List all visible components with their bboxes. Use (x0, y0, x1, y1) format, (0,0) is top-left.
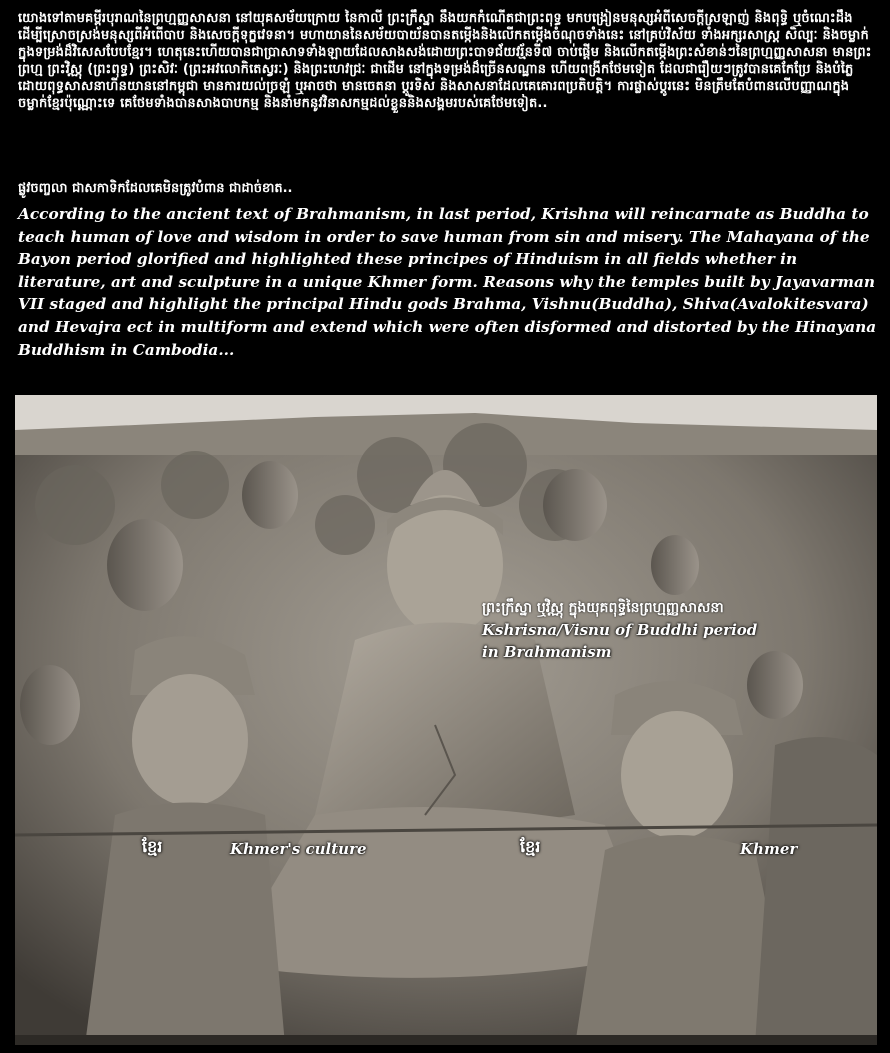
watermark-khmer-left: ខ្មែរ (142, 837, 163, 856)
caption-english-line1: Kshrisna/Visnu of Buddhi period (482, 621, 758, 639)
sculpture-relief-photo (15, 395, 877, 1045)
caption-english-line2: in Brahmanism (482, 643, 612, 661)
caption (482, 597, 872, 663)
watermark-khmer-right: Khmer (740, 840, 798, 858)
caption-khmer: ព្រះក្រឹស្នា ឬវិស្ណុ ក្នុងយុគពុទ្ធិនៃព្រហ្មញ្ញសាសនា (482, 600, 724, 616)
watermark-khmer-center: ខ្មែរ (520, 837, 541, 856)
watermark-khmer-culture: Khmer's culture (230, 840, 367, 858)
khmer-note: ផ្លូវចញ្ចលា ជាសកាទិកដែលគេមិនត្រូវបំពាន ជាដាច់ខាត.. (18, 181, 293, 196)
khmer-intro-paragraph: យោងទៅតាមគម្ពីរបុរាណនៃព្រហ្មញ្ញសាសនា នៅយុគសម័យក្រោយ នៃកាលី ព្រះក្រឹស្នា នឹងយកកំណើតជាព្រះពុទ្ធ មកបង្រៀនមនុស្សអំពីសេចក្តីស្រឡាញ់ និងពុទ្ធិ ឬចំណេះដឹង ដើម្បីស្រោចស្រង់មនុស្សពីអំពើបាប និងសេចក្តីទុក្ខវេទនា។ មហាយាននៃសម័យបាយ័នបានតម្កើងនិងលើកតម្កើងចំណុចទាំងនេះ នៅគ្រប់វិស័យ ទាំងអក្សរសាស្ត្រ សិល្បៈ និងចម្លាក់ ក្នុងទម្រង់ដ៏វិសេសបែបខ្មែរ។ ហេតុនេះហើយបានជាប្រាសាទទាំងឡាយដែលសាងសង់ដោយព្រះបាទជ័យវរ្ម័នទី៧ ចាប់ផ្តើម និងលើកតម្កើងព្រះសំខាន់ៗនៃព្រហ្មញ្ញសាសនា មានព្រះព្រហ្ម ព្រះវិស្ណុ (ព្រះពុទ្ធ) ព្រះសិវៈ (ព្រះអវលោកិតេស្វរៈ) និងព្រះហេវជ្រៈ ជាដើម នៅក្នុងទម្រង់ដ៏ច្រើនសណ្ឋាន ហើយពង្រីកថែមទៀត ដែលជារឿយៗត្រូវបានគេកែប្រែ និងបំភ្លៃដោយពុទ្ធសាសនាហីនយាននៅកម្ពុជា មានការយល់ច្រឡំ ឬអាចថា មានចេតនា ប្តូរទិស និងសាសនាដែលគេគោរពប្រតិបត្តិ។ ការផ្លាស់ប្តូរនេះ មិនត្រឹមតែបំពានលើបញ្ញាណក្នុងចម្លាក់ខ្មែរប៉ុណ្ណោះទេ គេថែមទាំងបានសាងបាបកម្ម និងនាំមកនូវវិនាសកម្មដល់ខ្លួននិងសង្គមរបស់គេថែមទៀត.. (18, 11, 872, 111)
english-paragraph: According to the ancient text of Brahmanism, in last period, Krishna will reincarnate as Buddha to teach human of love and wisdom in order to save human from sin and misery. The Mahayana of the Bayon period glorified and highlighted these principes of Hinduism in all fields whether in literature, art and sculpture in a unique Khmer form. Reasons why the temples built by Jayavarman VII staged and highlight the principal Hindu gods Brahma, Vishnu(Buddha), Shiva(Avalokitesvara) and Hevajra ect in multiform and extend which were often disformed and distorted by the Hinayana Buddhism in Cambodia... (18, 205, 877, 359)
relief-illustration (15, 395, 877, 1045)
